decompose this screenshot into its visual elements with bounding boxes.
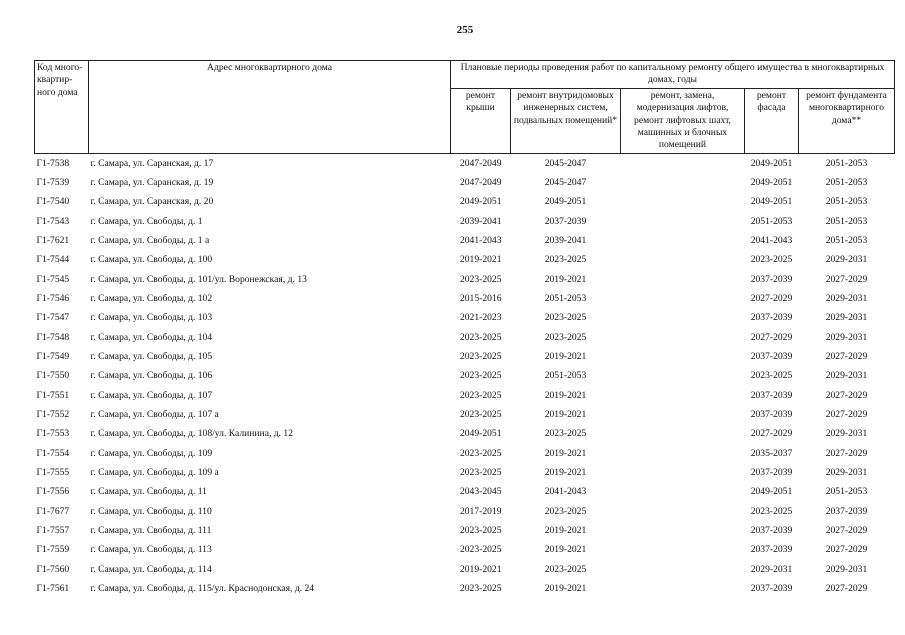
cell-engineering: 2051-2053: [544, 370, 587, 382]
table-body: [35, 153, 895, 598]
table-row: [35, 347, 895, 366]
cell-foundation: 2029-2031: [825, 331, 868, 343]
cell-foundation: 2027-2029: [825, 408, 868, 420]
cell-lifts: [621, 502, 745, 521]
capital-repair-table: [34, 60, 895, 599]
cell-roof: 2043-2045: [459, 486, 502, 498]
cell-address: г. Самара, ул. Свободы, д. 1 а: [90, 234, 210, 246]
cell-foundation: 2027-2029: [825, 544, 868, 556]
cell-code: Г1-7544: [36, 254, 70, 266]
cell-address: г. Самара, ул. Свободы, д. 105: [90, 350, 213, 362]
cell-foundation: 2029-2031: [825, 467, 868, 479]
cell-lifts: [621, 270, 745, 289]
cell-engineering: 2019-2021: [544, 273, 587, 285]
cell-lifts: [621, 560, 745, 579]
cell-foundation: 2037-2039: [825, 505, 868, 517]
cell-foundation: 2029-2031: [825, 563, 868, 575]
cell-engineering: 2019-2021: [544, 525, 587, 537]
cell-address: г. Самара, ул. Свободы, д. 104: [90, 331, 213, 343]
cell-code: Г1-7553: [36, 428, 70, 440]
cell-code: Г1-7550: [36, 370, 70, 382]
cell-foundation: 2027-2029: [825, 583, 868, 595]
cell-roof: 2023-2025: [459, 408, 502, 420]
cell-roof: 2023-2025: [459, 350, 502, 362]
cell-engineering: 2023-2025: [544, 331, 587, 343]
cell-roof: 2023-2025: [459, 447, 502, 459]
cell-roof: 2039-2041: [459, 215, 502, 227]
cell-lifts: [621, 367, 745, 386]
table-row: [35, 251, 895, 270]
cell-address: г. Самара, ул. Свободы, д. 106: [90, 370, 213, 382]
cell-foundation: 2027-2029: [825, 525, 868, 537]
cell-roof: 2021-2023: [459, 312, 502, 324]
cell-code: Г1-7552: [36, 408, 70, 420]
header-roof: ремонт крыши: [451, 88, 511, 153]
cell-foundation: 2029-2031: [825, 292, 868, 304]
cell-facade: 2029-2031: [750, 563, 793, 575]
table-row: [35, 231, 895, 250]
cell-address: г. Самара, ул. Свободы, д. 113: [90, 544, 212, 556]
table-row: [35, 444, 895, 463]
cell-lifts: [621, 212, 745, 231]
cell-code: Г1-7549: [36, 350, 70, 362]
table-row: [35, 579, 895, 598]
table-row: [35, 309, 895, 328]
cell-address: г. Самара, ул. Свободы, д. 115/ул. Краснодонская, д. 24: [90, 583, 315, 595]
cell-facade: 2037-2039: [750, 525, 793, 537]
header-periods: Плановые периоды проведения работ по капитальному ремонту общего имущества в многоквартирных домах, годы: [451, 61, 895, 89]
cell-roof: 2023-2025: [459, 525, 502, 537]
table-row: [35, 270, 895, 289]
cell-facade: 2051-2053: [750, 215, 793, 227]
cell-engineering: 2019-2021: [544, 467, 587, 479]
cell-roof: 2023-2025: [459, 331, 502, 343]
cell-code: Г1-7555: [36, 467, 70, 479]
cell-roof: 2049-2051: [459, 196, 502, 208]
table-row: [35, 541, 895, 560]
cell-code: Г1-7546: [36, 292, 70, 304]
cell-code: Г1-7559: [36, 544, 70, 556]
table-row: [35, 405, 895, 424]
cell-facade: 2023-2025: [750, 370, 793, 382]
cell-foundation: 2051-2053: [825, 215, 868, 227]
table-row: [35, 502, 895, 521]
cell-address: г. Самара, ул. Свободы, д. 100: [90, 254, 213, 266]
cell-code: Г1-7540: [36, 196, 70, 208]
cell-foundation: 2027-2029: [825, 273, 868, 285]
cell-engineering: 2023-2025: [544, 563, 587, 575]
table-row: [35, 425, 895, 444]
cell-lifts: [621, 579, 745, 598]
cell-engineering: 2019-2021: [544, 583, 587, 595]
cell-facade: 2037-2039: [750, 583, 793, 595]
cell-address: г. Самара, ул. Свободы, д. 107: [90, 389, 213, 401]
cell-roof: 2019-2021: [459, 254, 502, 266]
cell-engineering: 2019-2021: [544, 350, 587, 362]
cell-code: Г1-7547: [36, 312, 70, 324]
cell-foundation: 2027-2029: [825, 447, 868, 459]
cell-address: г. Самара, ул. Свободы, д. 109: [90, 447, 213, 459]
cell-engineering: 2019-2021: [544, 447, 587, 459]
cell-lifts: [621, 173, 745, 192]
cell-lifts: [621, 347, 745, 366]
cell-lifts: [621, 328, 745, 347]
cell-foundation: 2027-2029: [825, 389, 868, 401]
cell-facade: 2037-2039: [750, 273, 793, 285]
cell-foundation: 2051-2053: [825, 486, 868, 498]
cell-facade: 2049-2051: [750, 486, 793, 498]
cell-lifts: [621, 463, 745, 482]
cell-facade: 2049-2051: [750, 157, 793, 169]
cell-lifts: [621, 289, 745, 308]
cell-engineering: 2039-2041: [544, 234, 587, 246]
cell-address: г. Самара, ул. Свободы, д. 111: [90, 525, 212, 537]
cell-code: Г1-7677: [36, 505, 70, 517]
cell-code: Г1-7561: [36, 583, 70, 595]
cell-engineering: 2049-2051: [544, 196, 587, 208]
header-code: Код много-квартир-ного дома: [35, 61, 89, 154]
cell-code: Г1-7539: [36, 176, 70, 188]
cell-roof: 2023-2025: [459, 583, 502, 595]
cell-code: Г1-7556: [36, 486, 70, 498]
cell-facade: 2035-2037: [750, 447, 793, 459]
table-row: [35, 386, 895, 405]
cell-engineering: 2041-2043: [544, 486, 587, 498]
cell-roof: 2023-2025: [459, 544, 502, 556]
page-number: 255: [456, 24, 474, 36]
cell-code: Г1-7538: [36, 157, 70, 169]
cell-address: г. Самара, ул. Саранская, д. 19: [90, 176, 214, 188]
cell-facade: 2037-2039: [750, 312, 793, 324]
cell-lifts: [621, 405, 745, 424]
cell-lifts: [621, 425, 745, 444]
cell-address: г. Самара, ул. Свободы, д. 108/ул. Калинина, д. 12: [90, 428, 294, 440]
cell-code: Г1-7557: [36, 525, 70, 537]
cell-foundation: 2029-2031: [825, 428, 868, 440]
cell-address: г. Самара, ул. Свободы, д. 102: [90, 292, 213, 304]
cell-address: г. Самара, ул. Свободы, д. 101/ул. Воронежская, д. 13: [90, 273, 307, 285]
cell-lifts: [621, 231, 745, 250]
table-row: [35, 560, 895, 579]
cell-address: г. Самара, ул. Свободы, д. 103: [90, 312, 213, 324]
cell-engineering: 2051-2053: [544, 292, 587, 304]
table-row: [35, 483, 895, 502]
cell-engineering: 2023-2025: [544, 505, 587, 517]
cell-address: г. Самара, ул. Саранская, д. 20: [90, 196, 214, 208]
cell-facade: 2037-2039: [750, 467, 793, 479]
cell-roof: 2019-2021: [459, 563, 502, 575]
cell-facade: 2037-2039: [750, 350, 793, 362]
header-address: Адрес многоквартирного дома: [89, 61, 451, 154]
cell-roof: 2023-2025: [459, 467, 502, 479]
cell-lifts: [621, 444, 745, 463]
cell-facade: 2027-2029: [750, 292, 793, 304]
cell-engineering: 2019-2021: [544, 389, 587, 401]
cell-lifts: [621, 309, 745, 328]
cell-foundation: 2051-2053: [825, 196, 868, 208]
cell-code: Г1-7543: [36, 215, 70, 227]
cell-code: Г1-7621: [36, 234, 70, 246]
cell-roof: 2023-2025: [459, 273, 502, 285]
cell-code: Г1-7548: [36, 331, 70, 343]
table-row: [35, 328, 895, 347]
cell-facade: 2049-2051: [750, 196, 793, 208]
table-row: [35, 463, 895, 482]
cell-roof: 2023-2025: [459, 370, 502, 382]
cell-address: г. Самара, ул. Свободы, д. 110: [90, 505, 212, 517]
cell-roof: 2015-2016: [459, 292, 502, 304]
cell-address: г. Самара, ул. Свободы, д. 107 а: [90, 408, 219, 420]
cell-engineering: 2045-2047: [544, 157, 587, 169]
table-row: [35, 212, 895, 231]
table-row: [35, 289, 895, 308]
cell-lifts: [621, 153, 745, 173]
cell-foundation: 2029-2031: [825, 254, 868, 266]
table-row: [35, 153, 895, 173]
header-foundation: ремонт фундамента многоквартирного дома**: [799, 88, 895, 153]
cell-foundation: 2027-2029: [825, 350, 868, 362]
cell-address: г. Самара, ул. Свободы, д. 11: [90, 486, 207, 498]
table-row: [35, 173, 895, 192]
cell-engineering: 2019-2021: [544, 408, 587, 420]
cell-engineering: 2019-2021: [544, 544, 587, 556]
cell-roof: 2017-2019: [459, 505, 502, 517]
cell-engineering: 2045-2047: [544, 176, 587, 188]
cell-lifts: [621, 521, 745, 540]
cell-facade: 2041-2043: [750, 234, 793, 246]
cell-roof: 2047-2049: [459, 157, 502, 169]
cell-lifts: [621, 483, 745, 502]
cell-roof: 2023-2025: [459, 389, 502, 401]
cell-facade: 2049-2051: [750, 176, 793, 188]
cell-facade: 2037-2039: [750, 408, 793, 420]
cell-roof: 2041-2043: [459, 234, 502, 246]
cell-foundation: 2051-2053: [825, 234, 868, 246]
cell-address: г. Самара, ул. Свободы, д. 114: [90, 563, 212, 575]
cell-engineering: 2037-2039: [544, 215, 587, 227]
cell-engineering: 2023-2025: [544, 254, 587, 266]
cell-foundation: 2029-2031: [825, 312, 868, 324]
cell-facade: 2027-2029: [750, 331, 793, 343]
header-row-top: [35, 61, 895, 89]
cell-engineering: 2023-2025: [544, 428, 587, 440]
table-row: [35, 521, 895, 540]
cell-code: Г1-7560: [36, 563, 70, 575]
cell-lifts: [621, 541, 745, 560]
cell-facade: 2023-2025: [750, 505, 793, 517]
cell-lifts: [621, 386, 745, 405]
table-row: [35, 193, 895, 212]
cell-address: г. Самара, ул. Саранская, д. 17: [90, 157, 214, 169]
header-facade: ремонт фасада: [745, 88, 799, 153]
cell-lifts: [621, 193, 745, 212]
cell-foundation: 2051-2053: [825, 157, 868, 169]
cell-engineering: 2023-2025: [544, 312, 587, 324]
cell-code: Г1-7545: [36, 273, 70, 285]
cell-foundation: 2051-2053: [825, 176, 868, 188]
cell-roof: 2047-2049: [459, 176, 502, 188]
cell-foundation: 2029-2031: [825, 370, 868, 382]
header-lifts: ремонт, замена, модернизация лифтов, ремонт лифтовых шахт, машинных и блочных помещений: [621, 88, 745, 153]
cell-address: г. Самара, ул. Свободы, д. 109 а: [90, 467, 219, 479]
cell-address: г. Самара, ул. Свободы, д. 1: [90, 215, 203, 227]
header-engineering: ремонт внутридомовых инженерных систем, подвальных помещений*: [511, 88, 621, 153]
cell-facade: 2037-2039: [750, 389, 793, 401]
cell-code: Г1-7551: [36, 389, 70, 401]
cell-roof: 2049-2051: [459, 428, 502, 440]
cell-code: Г1-7554: [36, 447, 70, 459]
table-row: [35, 367, 895, 386]
cell-facade: 2027-2029: [750, 428, 793, 440]
cell-facade: 2037-2039: [750, 544, 793, 556]
cell-facade: 2023-2025: [750, 254, 793, 266]
cell-lifts: [621, 251, 745, 270]
